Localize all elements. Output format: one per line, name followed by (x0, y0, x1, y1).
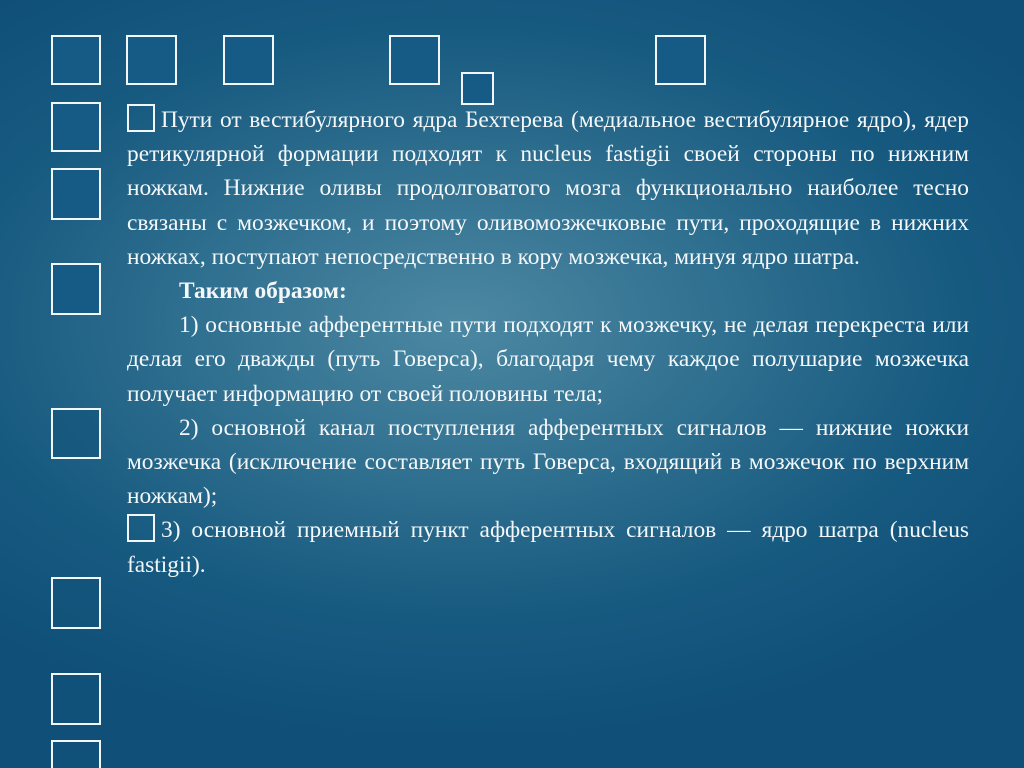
intro-text: Пути от вестибулярного ядра Бехтерева (медиальное вестибулярное ядро), ядер ретикулярной формации подходят к nucleus fastigii своей стороны по нижним ножкам. Нижние оливы продолговатого мозга функционально наиболее тесно связаны с мозжечком, и поэтому оливомозжечковые пути, проходящие в нижних ножках, поступают непосредственно в кору мозжечка, минуя ядро шатра. (127, 107, 969, 270)
decor-square-left-1 (51, 102, 101, 152)
decor-square-left-3 (51, 263, 101, 315)
list-item-2: 2) основной канал поступления афферентных сигналов — нижние ножки мозжечка (исключение составляет путь Говерса, входящий в мозжечок по верхним ножкам); (127, 414, 969, 510)
decor-square-top-2 (126, 35, 177, 85)
decor-square-left-4 (51, 408, 101, 459)
bullet-square-icon (127, 104, 155, 132)
decor-square-left-5 (51, 577, 101, 629)
decor-square-top-3 (223, 35, 274, 85)
decor-square-left-2 (51, 168, 101, 220)
decor-square-left-7 (51, 740, 101, 768)
bullet-square-icon (127, 514, 155, 542)
decor-square-top-1 (51, 35, 101, 85)
decor-square-left-6 (51, 673, 101, 725)
decor-square-top-5 (655, 35, 706, 85)
list-item-3-text: 3) основной приемный пункт афферентных сигналов — ядро шатра (nucleus fastigii). (127, 517, 969, 578)
intro-paragraph (127, 103, 969, 274)
summary-heading: Таким образом: (179, 278, 347, 305)
decor-square-top-4 (389, 35, 440, 85)
list-item-3 (127, 513, 969, 581)
list-item-1: 1) основные афферентные пути подходят к мозжечку, не делая перекреста или делая его дважды (путь Говерса), благодаря чему каждое полушарие мозжечка получает информацию от своей половины тела; (127, 312, 969, 407)
decor-square-top-small (461, 72, 494, 105)
slide-body (127, 103, 969, 582)
